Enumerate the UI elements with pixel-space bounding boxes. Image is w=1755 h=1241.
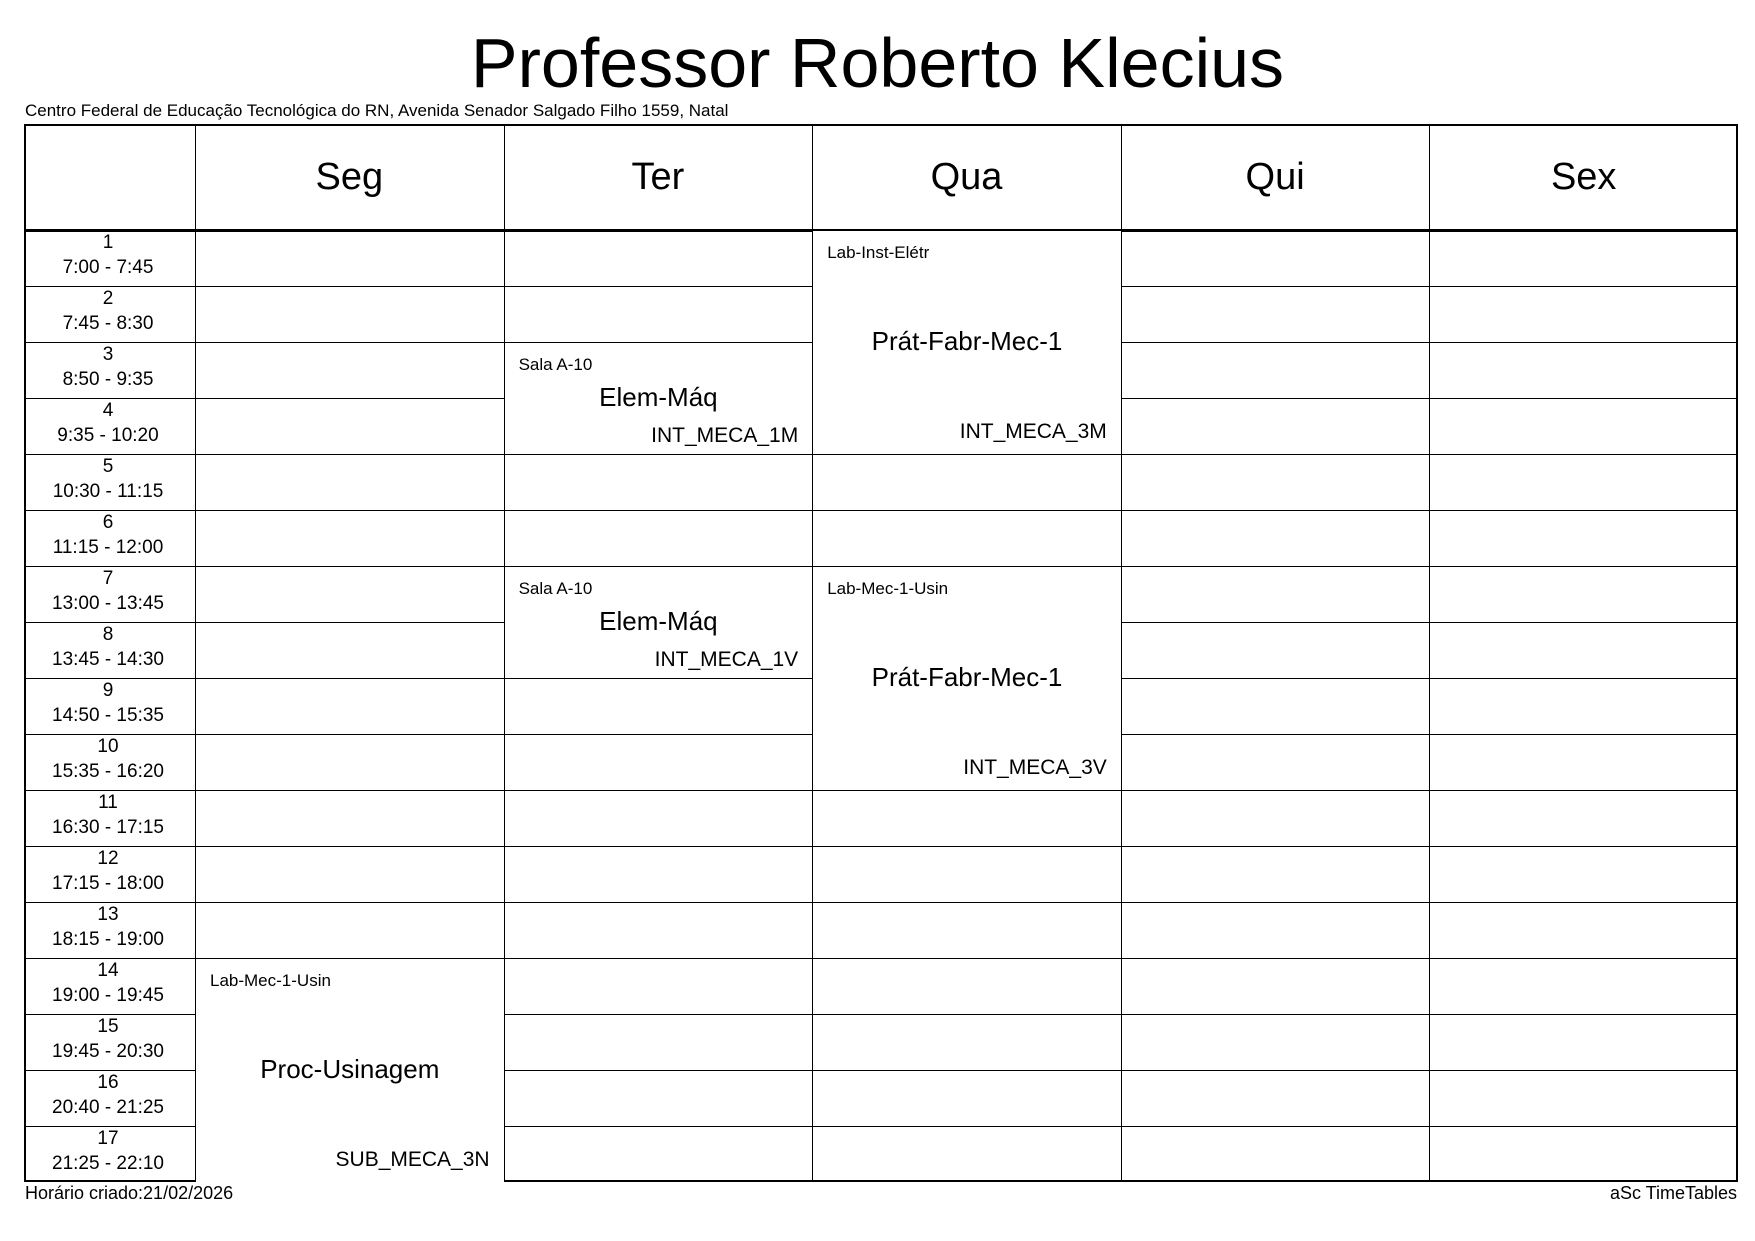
- period-number: 11: [98, 792, 118, 813]
- grid-line: [1121, 124, 1122, 1182]
- period-time: 18:15 - 19:00: [52, 929, 164, 950]
- lesson-group: INT_MECA_1V: [654, 648, 799, 671]
- period-time: 11:15 - 12:00: [52, 537, 164, 558]
- period-time: 7:00 - 7:45: [62, 257, 154, 278]
- lesson-subject: Prát-Fabr-Mec-1: [871, 325, 1063, 356]
- day-header: Qua: [930, 156, 1003, 198]
- lesson-block[interactable]: [505, 567, 813, 678]
- lesson-subject: Elem-Máq: [599, 381, 718, 412]
- period-number: 2: [102, 288, 114, 309]
- grid-line: [24, 510, 1738, 511]
- lesson-group: INT_MECA_3M: [959, 420, 1107, 443]
- period-number: 12: [97, 848, 119, 869]
- period-number: 4: [102, 400, 114, 421]
- grid-line: [24, 124, 1738, 126]
- period-time: 15:35 - 16:20: [52, 761, 164, 782]
- lesson-block[interactable]: [813, 231, 1121, 454]
- lesson-subject: Proc-Usinagem: [260, 1053, 440, 1084]
- lesson-room: Lab-Mec-1-Usin: [210, 971, 331, 990]
- lesson-subject: Prát-Fabr-Mec-1: [871, 661, 1063, 692]
- lesson-room: Sala A-10: [518, 355, 593, 374]
- lesson-group: SUB_MECA_3N: [335, 1148, 490, 1171]
- period-time: 10:30 - 11:15: [52, 481, 164, 502]
- period-number: 3: [102, 344, 114, 365]
- period-time: 9:35 - 10:20: [57, 425, 159, 446]
- lesson-room: Sala A-10: [518, 579, 593, 598]
- timetable-grid: [24, 124, 1738, 1182]
- period-time: 16:30 - 17:15: [52, 817, 164, 838]
- period-number: 15: [97, 1016, 119, 1037]
- period-number: 1: [102, 232, 114, 253]
- period-time: 7:45 - 8:30: [62, 313, 154, 334]
- grid-line: [1736, 124, 1738, 1182]
- period-number: 17: [97, 1128, 119, 1149]
- day-header: Seg: [315, 156, 384, 198]
- grid-line: [1429, 124, 1430, 1182]
- period-time: 17:15 - 18:00: [52, 873, 164, 894]
- lesson-room: Lab-Inst-Elétr: [827, 243, 930, 262]
- grid-line: [24, 902, 1738, 903]
- software-credit: aSc TimeTables: [1609, 1183, 1737, 1203]
- grid-line: [24, 846, 1738, 847]
- period-time: 19:00 - 19:45: [52, 985, 164, 1006]
- day-header: Sex: [1550, 156, 1617, 198]
- page-title: Professor Roberto Klecius: [470, 24, 1285, 102]
- lesson-room: Lab-Mec-1-Usin: [827, 579, 949, 598]
- lesson-subject: Elem-Máq: [599, 605, 718, 636]
- day-header: Ter: [631, 156, 685, 198]
- period-time: 21:25 - 22:10: [52, 1153, 164, 1174]
- lesson-block[interactable]: [813, 567, 1121, 790]
- created-date: Horário criado:21/02/2026: [25, 1183, 234, 1203]
- period-number: 9: [102, 680, 114, 701]
- grid-line: [24, 790, 1738, 791]
- period-time: 13:45 - 14:30: [52, 649, 164, 670]
- period-time: 13:00 - 13:45: [52, 593, 164, 614]
- lesson-block[interactable]: [505, 343, 813, 454]
- period-time: 20:40 - 21:25: [52, 1097, 164, 1118]
- grid-line: [24, 454, 1738, 455]
- period-number: 10: [97, 736, 119, 757]
- period-number: 5: [102, 456, 114, 477]
- period-number: 6: [102, 512, 114, 533]
- period-number: 7: [102, 568, 114, 589]
- lesson-block[interactable]: [196, 959, 504, 1182]
- lesson-group: INT_MECA_3V: [963, 756, 1107, 779]
- period-number: 8: [102, 624, 114, 645]
- period-time: 19:45 - 20:30: [52, 1041, 164, 1062]
- period-number: 16: [97, 1072, 119, 1093]
- period-number: 13: [97, 904, 119, 925]
- lesson-group: INT_MECA_1M: [651, 424, 799, 447]
- day-header: Qui: [1245, 156, 1305, 198]
- period-time: 8:50 - 9:35: [62, 369, 154, 390]
- period-number: 14: [97, 960, 119, 981]
- school-address: Centro Federal de Educação Tecnológica do RN, Avenida Senador Salgado Filho 1559, Natal: [25, 101, 729, 120]
- period-time: 14:50 - 15:35: [52, 705, 164, 726]
